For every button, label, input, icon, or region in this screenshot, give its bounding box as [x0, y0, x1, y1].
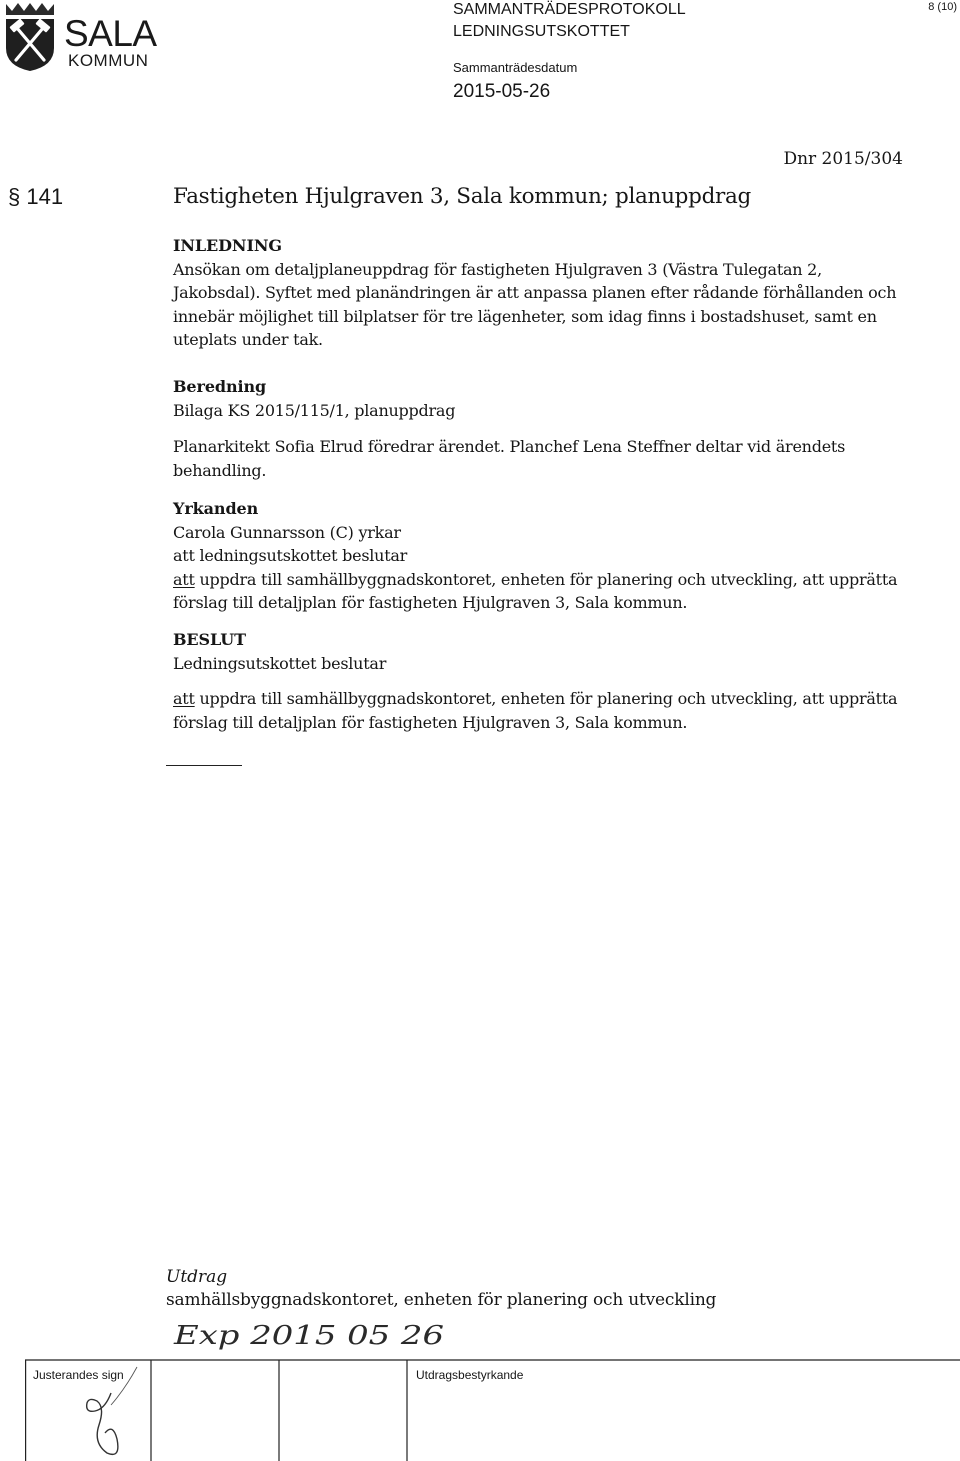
yrkanden-proposal-text: uppdra till samhällbyggnadskontoret, enheten för planering och utveckling, att upprätta förslag till detaljplan för fastigheten Hjulgraven 3, Sala kommun. — [173, 569, 898, 613]
diary-number: Dnr 2015/304 — [783, 149, 903, 169]
beslut-decision-text: uppdra till samhällbyggnadskontoret, enheten för planering och utveckling, att upprätta förslag till detaljplan för fastigheten Hjulgraven 3, Sala kommun. — [173, 689, 898, 732]
yrkanden-block — [173, 497, 903, 615]
municipality-crest-icon — [2, 2, 58, 72]
yrkanden-proposal — [173, 568, 903, 615]
beredning-heading: Beredning — [173, 377, 267, 396]
beredning-text: Planarkitekt Sofia Elrud föredrar ärendet. Planchef Lena Steffner deltar vid ärendets behandling. — [173, 437, 846, 480]
beredning-block — [173, 375, 903, 482]
beslut-decision — [173, 687, 903, 734]
beslut-att: att — [173, 689, 195, 709]
meeting-date: 2015-05-26 — [453, 81, 551, 102]
justerandes-sign-label: Justerandes sign — [33, 1368, 124, 1382]
yrkanden-intro: att ledningsutskottet beslutar — [173, 546, 408, 566]
handwritten-expedition-note — [166, 1310, 466, 1356]
page-number: 8 (10) — [928, 1, 957, 13]
inledning-text: Ansökan om detaljplaneuppdrag för fastigheten Hjulgraven 3 (Västra Tulegatan 2, Jakobsdal). Syftet med planändringen är att anpassa planen efter rådande förhållanden och innebär möjlighet till bilplatser för tre lägenheter, som idag finns i bostadshuset, samt en uteplats under tak. — [173, 259, 897, 350]
yrkanden-att: att — [173, 569, 195, 589]
handwritten-note-text: Exp 2015 05 26 — [172, 1321, 444, 1351]
committee-name: LEDNINGSUTSKOTTET — [453, 23, 630, 40]
extract-recipient: samhällsbyggnadskontoret, enheten för planering och utveckling — [166, 1290, 717, 1310]
inledning-heading: INLEDNING — [173, 236, 282, 255]
yrkanden-proposer: Carola Gunnarsson (C) yrkar — [173, 522, 401, 542]
section-number: § 141 — [8, 184, 64, 209]
logo-kommun: KOMMUN — [68, 51, 149, 70]
section-end-rule — [166, 765, 242, 766]
beslut-intro: Ledningsutskottet beslutar — [173, 653, 387, 673]
meeting-date-label: Sammanträdesdatum — [453, 60, 578, 75]
logo-name: SALA — [64, 13, 157, 54]
yrkanden-heading: Yrkanden — [173, 499, 259, 518]
inledning-block — [173, 234, 903, 352]
beslut-block — [173, 628, 903, 734]
utdragsbestyrkande-label: Utdragsbestyrkande — [416, 1368, 524, 1382]
beredning-attachment: Bilaga KS 2015/115/1, planuppdrag — [173, 400, 456, 420]
section-title: Fastigheten Hjulgraven 3, Sala kommun; planuppdrag — [173, 184, 751, 209]
protocol-title: SAMMANTRÄDESPROTOKOLL — [453, 1, 686, 18]
extract-label: Utdrag — [166, 1267, 228, 1287]
beslut-heading: BESLUT — [173, 630, 246, 649]
